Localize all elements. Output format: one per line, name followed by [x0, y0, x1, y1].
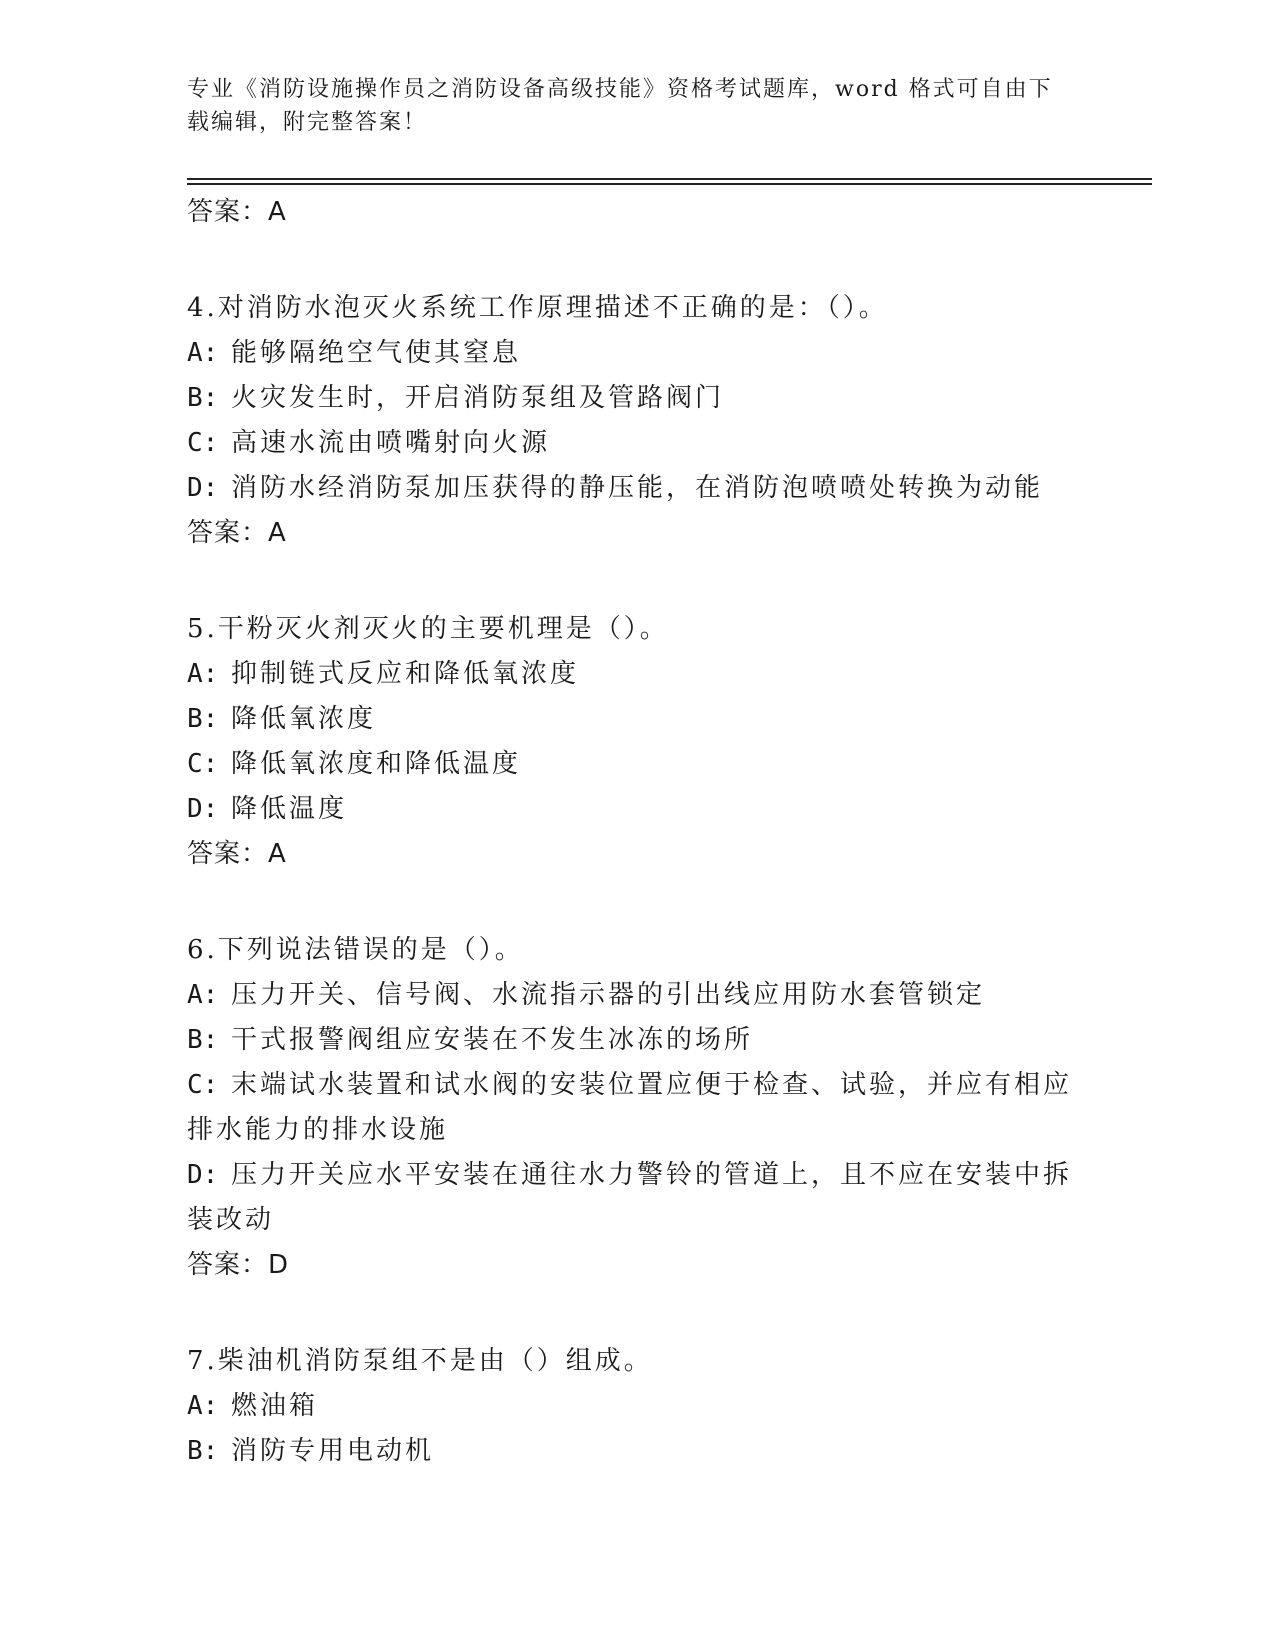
spacer: [187, 1287, 1087, 1339]
option-a: [187, 1384, 1087, 1429]
option-text: 压力开关、信号阀、水流指示器的引出线应用防水套管锁定: [231, 980, 986, 1010]
answer-label: 答案：: [187, 839, 269, 869]
question-text: 4.对消防水泡灭火系统工作原理描述不正确的是：（）。: [187, 293, 888, 323]
option-key: D:: [187, 1160, 219, 1190]
option-a: [187, 331, 1087, 376]
header-line-1: 专业《消防设施操作员之消防设备高级技能》资格考试题库，word 格式可自由下: [187, 77, 1053, 102]
option-key: C:: [187, 749, 219, 779]
answer-value: A: [268, 518, 287, 548]
question-text: 6.下列说法错误的是（）。: [187, 935, 524, 965]
spacer: [187, 234, 1087, 286]
spacer: [187, 876, 1087, 928]
option-key: A:: [187, 338, 219, 368]
spacer: [187, 555, 1087, 607]
header-rule-top: [187, 178, 1152, 180]
answer-line: [187, 832, 1087, 876]
option-c: [187, 421, 1087, 466]
option-text: 降低氧浓度和降低温度: [231, 749, 522, 779]
question-list: [187, 190, 1087, 1474]
option-text: 降低温度: [231, 794, 348, 824]
answer-line: [187, 511, 1087, 555]
document-header: [187, 73, 1077, 139]
option-text: 能够隔绝空气使其窒息: [231, 338, 522, 368]
answer-value: D: [268, 1250, 290, 1280]
answer-label: 答案：: [187, 1250, 269, 1280]
question-block-6: [187, 928, 1087, 1287]
option-b: [187, 697, 1087, 742]
question-text: 7.柴油机消防泵组不是由（）组成。: [187, 1346, 653, 1376]
option-text: 压力开关应水平安装在通往水力警铃的管道上，且不应在安装中拆: [231, 1160, 1073, 1190]
option-c-continued: 排水能力的排水设施: [187, 1115, 449, 1145]
question-text: 5.干粉灭火剂灭火的主要机理是（）。: [187, 614, 669, 644]
option-d: [187, 466, 1087, 511]
question-block-4: [187, 286, 1087, 555]
answer-line: [187, 1243, 1087, 1287]
answer-label: 答案：: [187, 197, 269, 227]
option-key: A:: [187, 980, 219, 1010]
option-text: 高速水流由喷嘴射向火源: [231, 428, 551, 458]
option-a: [187, 652, 1087, 697]
option-text: 降低氧浓度: [231, 704, 377, 734]
option-b: [187, 376, 1087, 421]
option-b: [187, 1429, 1087, 1474]
option-text: 消防专用电动机: [231, 1436, 435, 1466]
option-text: 末端试水装置和试水阀的安装位置应便于检查、试验，并应有相应: [231, 1070, 1073, 1100]
option-key: A:: [187, 1391, 219, 1421]
option-text: 消防水经消防泵加压获得的静压能，在消防泡喷喷处转换为动能: [231, 473, 1044, 503]
option-key: B:: [187, 1025, 219, 1055]
option-key: B:: [187, 1436, 219, 1466]
option-key: C:: [187, 428, 219, 458]
option-key: B:: [187, 383, 219, 413]
option-key: C:: [187, 1070, 219, 1100]
option-c: [187, 1063, 1087, 1108]
question-block-5: [187, 607, 1087, 876]
answer-line: [187, 190, 1087, 234]
option-b: [187, 1018, 1087, 1063]
option-text: 抑制链式反应和降低氧浓度: [231, 659, 580, 689]
option-key: B:: [187, 704, 219, 734]
answer-value: A: [268, 839, 287, 869]
answer-label: 答案：: [187, 518, 269, 548]
option-c: [187, 742, 1087, 787]
option-text: 燃油箱: [231, 1391, 319, 1421]
option-d-continued: 装改动: [187, 1205, 275, 1235]
header-line-2: 载编辑，附完整答案！: [187, 110, 428, 135]
option-text: 火灾发生时，开启消防泵组及管路阀门: [231, 383, 725, 413]
option-text: 干式报警阀组应安装在不发生冰冻的场所: [231, 1025, 754, 1055]
option-key: D:: [187, 794, 219, 824]
option-d: [187, 787, 1087, 832]
answer-value: A: [268, 197, 287, 227]
header-rule-bottom: [187, 183, 1152, 185]
question-block-7: [187, 1339, 1087, 1474]
option-a: [187, 973, 1087, 1018]
option-key: A:: [187, 659, 219, 689]
option-key: D:: [187, 473, 219, 503]
option-d: [187, 1153, 1087, 1198]
